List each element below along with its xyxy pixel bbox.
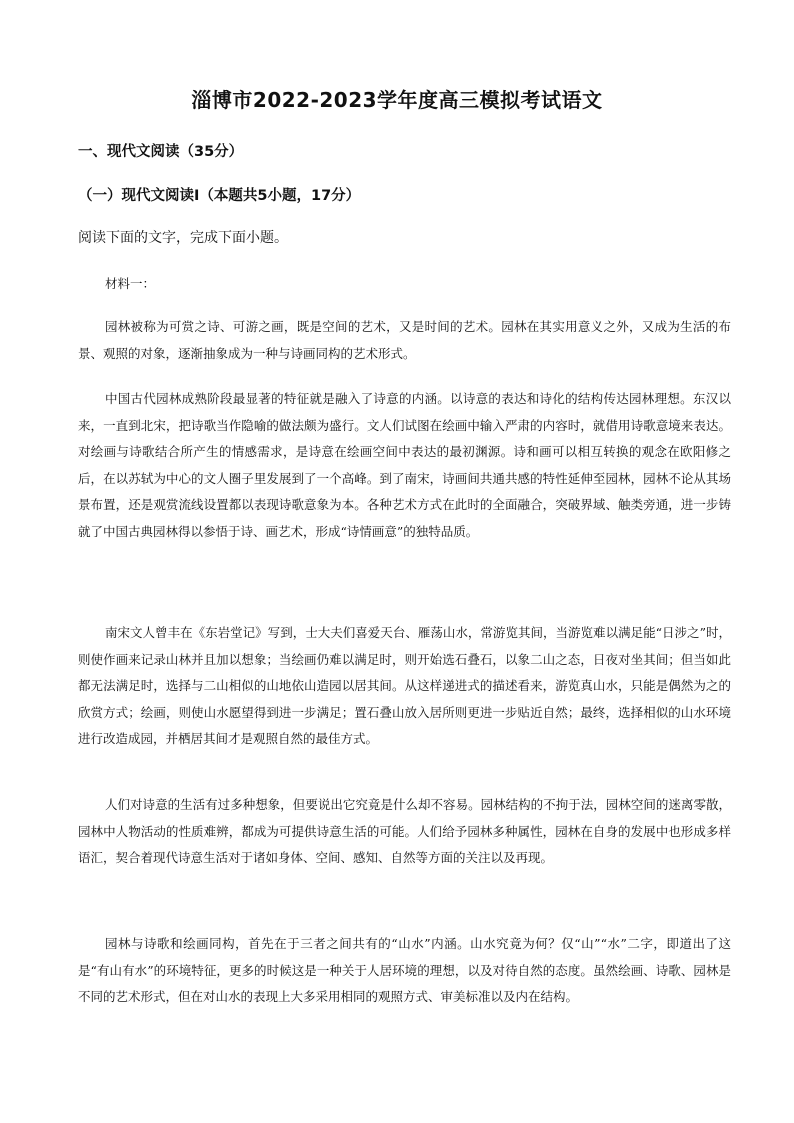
paragraph-5: 园林与诗歌和绘画同构，首先在于三者之间共有的“山水”内涵。山水究竟为何？仅“山”“水”二字，即道出了这是“有山有水”的环境特征，更多的时候这是一种关于人居环境的理想，以及对待自然的态度。虽然绘画、诗歌、园林是不同的艺术形式，但在对山水的表现上大多采用相同的观照方式、审美标准以及内在结构。 <box>78 936 731 1005</box>
paragraph-2: 中国古代园林成熟阶段最显著的特征就是融入了诗意的内涵。以诗意的表达和诗化的结构传达园林理想。东汉以来，一直到北宋，把诗歌当作隐喻的做法颇为盛行。文人们试图在绘画中输入严肃的内容时，就借用诗歌意境来表达。对绘画与诗歌结合所产生的情感需求，是诗意在绘画空间中表达的最初渊源。诗和画可以相互转换的观念在欧阳修之后，在以苏轼为中心的文人圈子里发展到了一个高峰。到了南宋，诗画间共通共感的特性延伸至园林，园林不论从其场景布置，还是观赏流线设置都以表现诗歌意象为本。各种艺术方式在此时的全面融合，突破界域、触类旁通，进一步铸就了中国古典园林得以参悟于诗、画艺术，形成“诗情画意”的独特品质。 <box>78 391 731 539</box>
paragraph-3: 南宋文人曾丰在《东岩堂记》写到，士大夫们喜爱天台、雁荡山水，常游览其间，当游览难以满足能“日涉之”时，则使作画来记录山林并且加以想象；当绘画仍难以满足时，则开始选石叠石，以象二山之态，日夜对坐其间；但当如此都无法满足时，选择与二山相似的山地依山造园以居其间。从这样递进式的描述看来，游览真山水，只能是偶然为之的欣赏方式；绘画，则使山水愿望得到进一步满足；置石叠山放入居所则更进一步贴近自然；最终，选择相似的山水环境进行改造成园，并栖居其间才是观照自然的最佳方式。 <box>78 625 731 747</box>
subsection-heading: （一）现代文阅读Ⅰ（本题共5小题，17分） <box>78 188 361 204</box>
section-heading: 一、现代文阅读（35分） <box>78 144 244 160</box>
material-label: 材料一： <box>105 276 156 291</box>
paragraph-4: 人们对诗意的生活有过多种想象，但要说出它究竟是什么却不容易。园林结构的不拘于法，园林空间的迷离零散，园林中人物活动的性质难辨，都成为可提供诗意生活的可能。人们给予园林多种属性，园林在自身的发展中也形成多样语汇，契合着现代诗意生活对于诸如身体、空间、感知、自然等方面的关注以及再现。 <box>78 797 731 866</box>
exam-title: 淄博市2022-2023学年度高三模拟考试语文 <box>191 88 603 112</box>
paragraph-1: 园林被称为可赏之诗、可游之画，既是空间的艺术，又是时间的艺术。园林在其实用意义之外，又成为生活的布景、观照的对象，逐渐抽象成为一种与诗画同构的艺术形式。 <box>78 319 731 361</box>
reading-instruction: 阅读下面的文字，完成下面小题。 <box>78 230 288 246</box>
